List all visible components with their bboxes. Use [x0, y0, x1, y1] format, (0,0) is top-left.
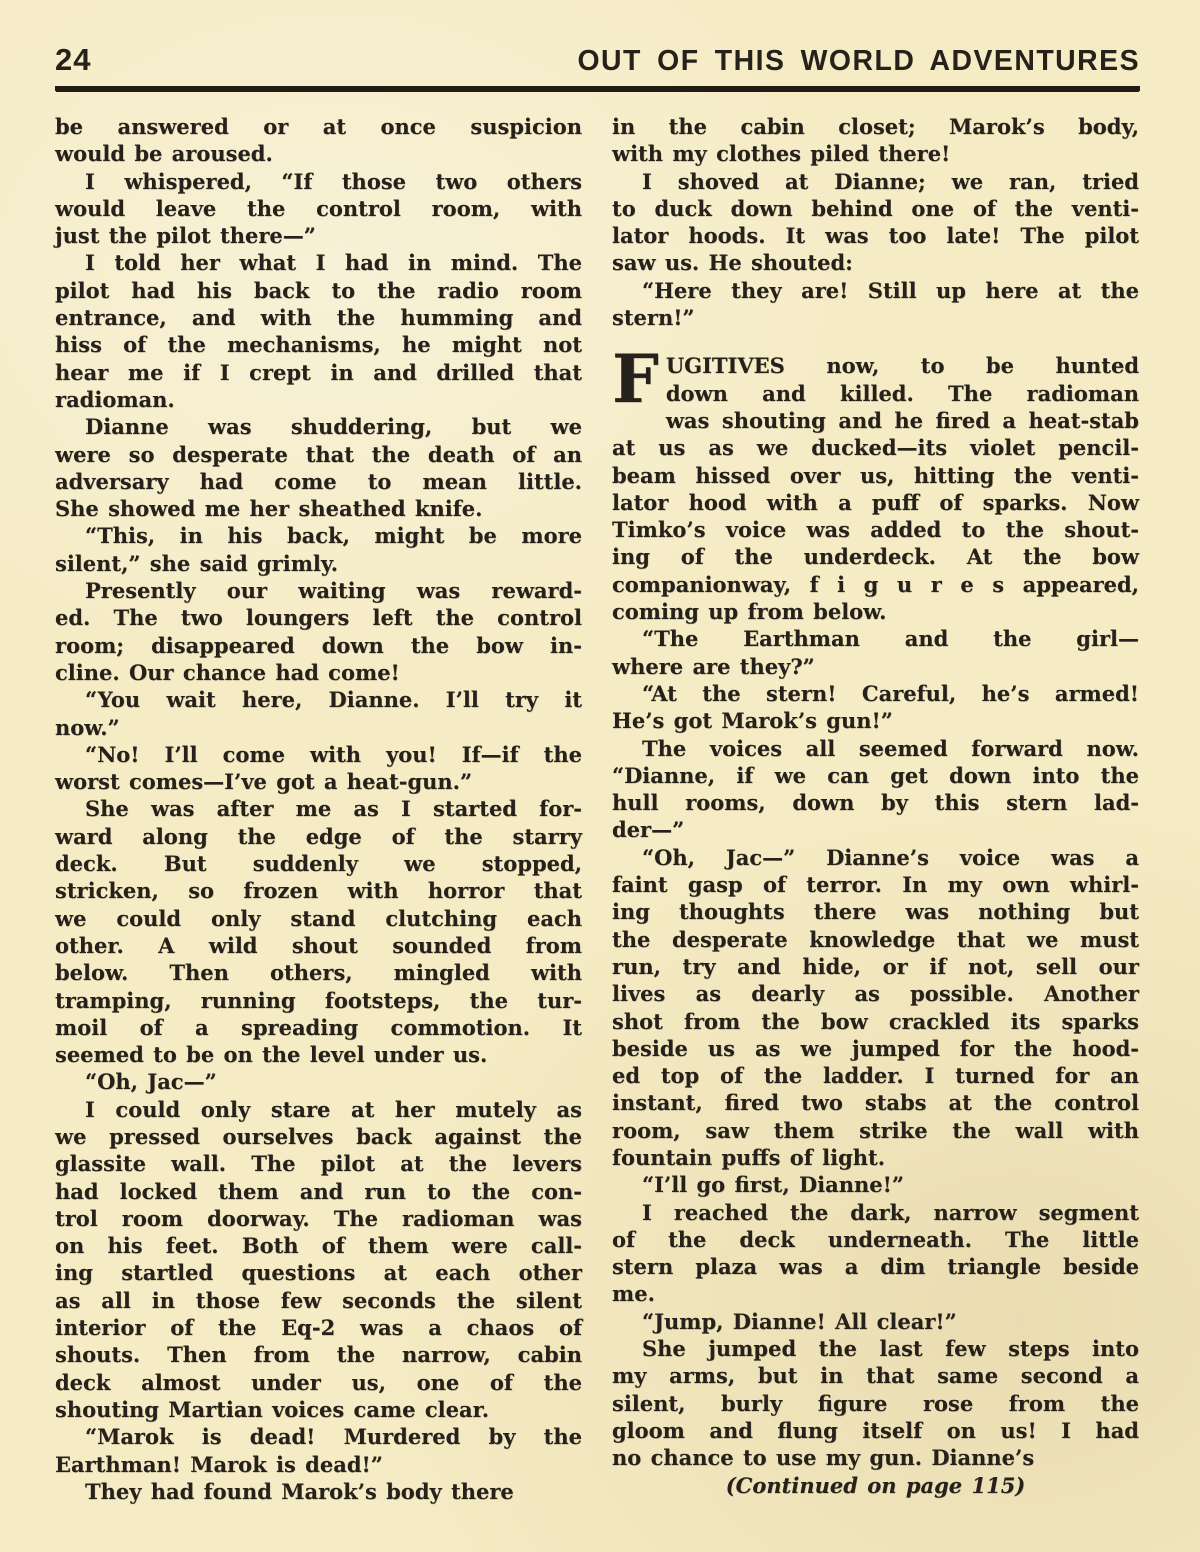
text-line: moil of a spreading commotion. It — [55, 1014, 582, 1040]
text-line: She was after me as I started for- — [85, 796, 582, 822]
page-title: OUT OF THIS WORLD ADVENTURES — [577, 45, 1140, 77]
drop-cap: F — [612, 340, 659, 419]
text-line: deck. But suddenly we stopped, — [55, 851, 582, 877]
paragraph — [612, 277, 1139, 332]
text-line: where are they?” — [612, 653, 815, 679]
text-line: “Oh, Jac—” — [85, 1069, 217, 1095]
text-line: I reached the dark, narrow segment — [642, 1199, 1139, 1225]
text-line: my arms, but in that same second a — [612, 1363, 1139, 1389]
text-line: (Continued on page 115) — [725, 1472, 1026, 1498]
text-line: seemed to be on the level under us. — [55, 1042, 488, 1068]
paragraph — [612, 340, 1139, 625]
text-line: shouting Martian voices came clear. — [55, 1396, 490, 1422]
text-line: adversary had come to mean little. — [55, 468, 582, 494]
text-line: to duck down behind one of the venti- — [612, 195, 1139, 221]
text-line: beside us as we jumped for the hood- — [612, 1035, 1139, 1061]
text-line: ing startled questions at each other — [55, 1260, 582, 1286]
text-line: She showed me her sheathed knife. — [55, 496, 483, 522]
text-line: run, try and hide, or if not, sell our — [612, 953, 1139, 979]
text-line: tramping, running footsteps, the tur- — [55, 987, 582, 1013]
text-line: just the pilot there—” — [55, 223, 316, 249]
text-line: beam hissed over us, hitting the venti- — [612, 462, 1139, 488]
text-line: “The Earthman and the girl— — [642, 626, 1139, 652]
text-line: “No! I’ll come with you! If—if the — [85, 741, 582, 767]
text-line: stern!” — [612, 305, 695, 331]
text-line: down and killed. The radioman — [665, 380, 1139, 406]
text-line: She jumped the last few steps into — [642, 1336, 1139, 1362]
text-line: stricken, so frozen with horror that — [55, 878, 582, 904]
page-header — [55, 42, 1140, 78]
text-line: shot from the bow crackled its sparks — [612, 1008, 1139, 1034]
text-line: I whispered, “If those two others — [85, 168, 582, 194]
page-number: 24 — [55, 42, 92, 77]
paragraph — [55, 741, 582, 796]
text-line: The voices all seemed forward now. — [642, 735, 1139, 761]
text-line: the desperate knowledge that we must — [612, 926, 1139, 952]
text-line: with my clothes piled there! — [612, 141, 951, 167]
text-line: coming up from below. — [612, 599, 887, 625]
text-line: were so desperate that the death of an — [55, 441, 582, 467]
paragraph — [612, 1199, 1139, 1308]
text-line: ing thoughts there was nothing but — [612, 899, 1139, 925]
paragraph — [55, 577, 582, 686]
text-line: stern plaza was a dim triangle beside — [612, 1254, 1139, 1280]
paragraph — [55, 1096, 582, 1424]
text-line: They had found Marok’s body there — [85, 1478, 514, 1504]
text-line: radioman. — [55, 386, 175, 412]
text-line: silent, burly figure rose from the — [612, 1390, 1139, 1416]
text-line: “At the stern! Careful, he’s armed! — [642, 680, 1139, 706]
text-line: saw us. He shouted: — [612, 250, 853, 276]
text-line: other. A wild shout sounded from — [55, 932, 582, 958]
text-line: deck almost under us, one of the — [55, 1369, 582, 1395]
text-line: room, saw them strike the wall with — [612, 1117, 1139, 1143]
paragraph — [612, 680, 1139, 735]
paragraph — [55, 413, 582, 522]
text-line: I shoved at Dianne; we ran, tried — [642, 168, 1139, 194]
text-line: trol room doorway. The radioman was — [55, 1205, 582, 1231]
text-line: we could only stand clutching each — [55, 905, 582, 931]
text-line: “Here they are! Still up here at the — [642, 277, 1139, 303]
paragraph — [55, 1423, 582, 1478]
text-line: would be aroused. — [55, 141, 273, 167]
text-line: UGITIVES now, to be hunted — [665, 353, 1139, 379]
text-line: was shouting and he fired a heat-stab — [665, 407, 1139, 433]
paragraph — [55, 249, 582, 413]
text-line: I told her what I had in mind. The — [85, 250, 582, 276]
left-column — [55, 113, 582, 1505]
text-line: we pressed ourselves back against the — [55, 1123, 582, 1149]
text-line: der—” — [612, 817, 685, 843]
paragraph — [55, 522, 582, 577]
paragraph — [55, 686, 582, 741]
text-line: ing of the underdeck. At the bow — [612, 544, 1139, 570]
text-line: instant, fired two stabs at the control — [612, 1090, 1139, 1116]
text-line: ed top of the ladder. I turned for an — [612, 1063, 1139, 1089]
text-line: be answered or at once suspicion — [55, 114, 582, 139]
paragraph — [612, 844, 1139, 1172]
paragraph — [612, 625, 1139, 680]
text-line: ward along the edge of the starry — [55, 823, 582, 849]
text-line: gloom and flung itself on us! I had — [612, 1417, 1139, 1443]
text-line: lives as dearly as possible. Another — [612, 981, 1139, 1007]
text-line: hear me if I crept in and drilled that — [55, 359, 582, 385]
text-line: in the cabin closet; Marok’s body, — [612, 114, 1139, 139]
paragraph — [55, 168, 582, 250]
text-line: room; disappeared down the bow in- — [55, 632, 582, 658]
paragraph — [55, 113, 582, 168]
text-line: fountain puffs of light. — [612, 1144, 886, 1170]
paragraph — [55, 1478, 582, 1505]
paragraph — [612, 1335, 1139, 1471]
text-line: I could only stare at her mutely as — [85, 1096, 582, 1122]
paragraph — [612, 113, 1139, 168]
text-line: of the deck underneath. The little — [612, 1226, 1139, 1252]
text-line: me. — [612, 1281, 655, 1307]
right-column — [612, 113, 1139, 1505]
text-line: companionway, f i g u r e s appeared, — [612, 571, 1139, 597]
article-body — [55, 113, 1139, 1505]
text-line: lator hood with a puff of sparks. Now — [612, 489, 1139, 515]
text-line: “Dianne, if we can get down into the — [612, 762, 1139, 788]
paragraph — [55, 795, 582, 1068]
text-line: “Oh, Jac—” Dianne’s voice was a — [642, 844, 1139, 870]
text-line: He’s got Marok’s gun!” — [612, 708, 893, 734]
text-line: glassite wall. The pilot at the levers — [55, 1151, 582, 1177]
paragraph — [612, 1308, 1139, 1335]
text-line: worst comes—I’ve got a heat-gun.” — [55, 769, 473, 795]
text-line: on his feet. Both of them were call- — [55, 1233, 582, 1259]
paragraph — [612, 1171, 1139, 1198]
paragraph — [612, 735, 1139, 844]
text-line: faint gasp of terror. In my own whirl- — [612, 872, 1139, 898]
text-line: silent,” she said grimly. — [55, 550, 338, 576]
text-line: ed. The two loungers left the control — [55, 605, 582, 631]
text-line: at us as we ducked—its violet pencil- — [612, 435, 1139, 461]
text-line: Earthman! Marok is dead!” — [55, 1451, 383, 1477]
text-line: hull rooms, down by this stern lad- — [612, 790, 1139, 816]
paragraph — [612, 1472, 1139, 1499]
text-line: lator hoods. It was too late! The pilot — [612, 223, 1139, 249]
header-rule — [55, 86, 1140, 91]
paragraph — [612, 168, 1139, 277]
text-line: cline. Our chance had come! — [55, 659, 400, 685]
paragraph — [55, 1068, 582, 1095]
text-line: shouts. Then from the narrow, cabin — [55, 1342, 582, 1368]
text-line: “You wait here, Dianne. I’ll try it — [85, 687, 582, 713]
text-line: Timko’s voice was added to the shout- — [612, 517, 1139, 543]
text-line: interior of the Eq-2 was a chaos of — [55, 1315, 582, 1341]
text-line: pilot had his back to the radio room — [55, 277, 582, 303]
text-line: “I’ll go first, Dianne!” — [642, 1172, 904, 1198]
text-line: below. Then others, mingled with — [55, 960, 582, 986]
text-line: as all in those few seconds the silent — [55, 1287, 582, 1313]
text-line: “Jump, Dianne! All clear!” — [642, 1308, 957, 1334]
text-line: “Marok is dead! Murdered by the — [85, 1424, 582, 1450]
text-line: no chance to use my gun. Dianne’s — [612, 1445, 1035, 1471]
text-line: would leave the control room, with — [55, 195, 582, 221]
text-line: hiss of the mechanisms, he might not — [55, 332, 582, 358]
text-line: had locked them and run to the con- — [55, 1178, 582, 1204]
text-line: Dianne was shuddering, but we — [85, 414, 582, 440]
text-line: entrance, and with the humming and — [55, 305, 582, 331]
text-line: now.” — [55, 714, 120, 740]
text-line: “This, in his back, might be more — [85, 523, 582, 549]
text-line: Presently our waiting was reward- — [85, 578, 582, 604]
